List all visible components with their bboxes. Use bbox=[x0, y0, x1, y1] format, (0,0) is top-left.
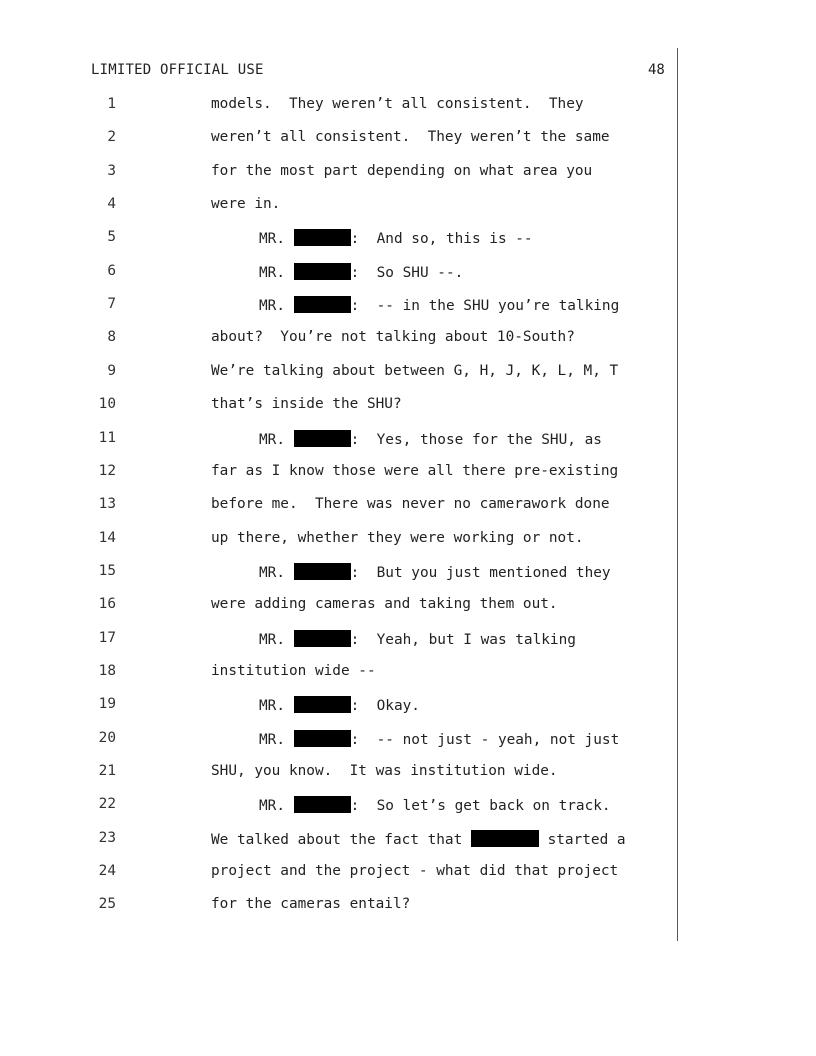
page-number: 48 bbox=[648, 62, 665, 78]
transcript-line bbox=[0, 430, 816, 454]
line-number: 18 bbox=[98, 662, 116, 679]
transcript-line bbox=[0, 863, 816, 887]
line-number: 13 bbox=[98, 496, 116, 513]
redaction-box bbox=[294, 730, 351, 747]
transcript-line bbox=[0, 796, 816, 820]
text-segment: MR. bbox=[259, 264, 294, 281]
text-segment: for the most part depending on what area you bbox=[211, 162, 593, 179]
text-segment: started a bbox=[538, 831, 626, 848]
redaction-box bbox=[294, 563, 351, 580]
text-segment: were adding cameras and taking them out. bbox=[211, 596, 558, 613]
text-segment: were in. bbox=[211, 196, 281, 213]
transcript-line bbox=[0, 163, 816, 187]
line-number: 15 bbox=[98, 562, 116, 579]
transcript-line bbox=[0, 396, 816, 420]
line-text bbox=[259, 796, 611, 814]
transcript-line bbox=[0, 630, 816, 654]
line-number: 23 bbox=[98, 829, 116, 846]
text-segment: SHU, you know. It was institution wide. bbox=[211, 763, 558, 779]
text-segment: MR. bbox=[259, 631, 294, 648]
line-text bbox=[259, 263, 463, 281]
line-number: 2 bbox=[107, 129, 116, 146]
line-text bbox=[211, 96, 584, 112]
text-segment: : So let’s get back on track. bbox=[350, 798, 611, 815]
transcript-line bbox=[0, 763, 816, 787]
transcript-line bbox=[0, 696, 816, 720]
line-text bbox=[211, 329, 575, 345]
text-segment: MR. bbox=[259, 698, 294, 715]
classification-header: LIMITED OFFICIAL USE bbox=[91, 62, 264, 78]
text-segment: institution wide -- bbox=[211, 662, 376, 679]
line-text bbox=[259, 696, 420, 714]
text-segment: : And so, this is -- bbox=[350, 231, 533, 248]
line-text bbox=[211, 396, 402, 412]
transcript-line bbox=[0, 329, 816, 353]
transcript-line bbox=[0, 563, 816, 587]
redaction-box bbox=[294, 229, 351, 246]
line-number: 8 bbox=[107, 329, 116, 346]
text-segment: : But you just mentioned they bbox=[350, 564, 611, 581]
line-number: 12 bbox=[98, 462, 116, 479]
transcript-line bbox=[0, 896, 816, 920]
text-segment: MR. bbox=[259, 298, 294, 315]
line-text bbox=[211, 496, 610, 512]
transcript-line bbox=[0, 296, 816, 320]
transcript-line bbox=[0, 363, 816, 387]
text-segment: weren’t all consistent. They weren’t the same bbox=[211, 129, 610, 146]
line-number: 21 bbox=[98, 763, 116, 779]
text-segment: : So SHU --. bbox=[350, 264, 464, 281]
line-number: 19 bbox=[98, 696, 116, 713]
line-number: 4 bbox=[107, 196, 116, 213]
text-segment: MR. bbox=[259, 731, 294, 748]
text-segment: We talked about the fact that bbox=[211, 831, 471, 848]
line-number: 6 bbox=[107, 262, 116, 279]
transcript-line bbox=[0, 129, 816, 153]
line-number: 24 bbox=[98, 863, 116, 880]
transcript-line bbox=[0, 830, 816, 854]
line-number: 17 bbox=[98, 629, 116, 646]
line-text bbox=[211, 363, 618, 379]
text-segment: project and the project - what did that project bbox=[211, 863, 619, 880]
transcript-line bbox=[0, 196, 816, 220]
text-segment: far as I know those were all there pre-existing bbox=[211, 462, 619, 479]
line-text bbox=[259, 229, 533, 247]
line-number: 7 bbox=[107, 296, 116, 313]
redaction-box bbox=[471, 830, 539, 847]
line-number: 14 bbox=[98, 529, 116, 546]
text-segment: : Okay. bbox=[350, 698, 420, 715]
line-text bbox=[211, 196, 280, 212]
line-number: 16 bbox=[98, 596, 116, 613]
text-segment: MR. bbox=[259, 431, 294, 448]
line-number: 20 bbox=[98, 729, 116, 746]
line-text bbox=[211, 763, 558, 779]
text-segment: MR. bbox=[259, 798, 294, 815]
line-text bbox=[211, 530, 584, 546]
redaction-box bbox=[294, 630, 351, 647]
line-number: 1 bbox=[107, 96, 116, 112]
line-number: 9 bbox=[107, 362, 116, 379]
transcript-line bbox=[0, 263, 816, 287]
line-number: 3 bbox=[107, 162, 116, 179]
line-text bbox=[211, 830, 626, 848]
transcript-line bbox=[0, 229, 816, 253]
text-segment: models. They weren’t all consistent. They bbox=[211, 96, 584, 112]
transcript-line bbox=[0, 463, 816, 487]
transcript-line bbox=[0, 530, 816, 554]
redaction-box bbox=[294, 263, 351, 280]
redaction-box bbox=[294, 796, 351, 813]
line-text bbox=[211, 863, 618, 879]
redaction-box bbox=[294, 430, 351, 447]
text-segment: MR. bbox=[259, 231, 294, 248]
line-text bbox=[259, 630, 576, 648]
text-segment: : -- not just - yeah, not just bbox=[350, 731, 620, 748]
transcript-line bbox=[0, 730, 816, 754]
line-number: 5 bbox=[107, 229, 116, 246]
transcript-line bbox=[0, 496, 816, 520]
line-text bbox=[259, 430, 602, 448]
line-number: 25 bbox=[98, 896, 116, 913]
text-segment: : -- in the SHU you’re talking bbox=[350, 298, 620, 315]
text-segment: We’re talking about between G, H, J, K, L, M, T bbox=[211, 362, 619, 379]
line-text bbox=[211, 163, 592, 179]
line-text bbox=[211, 463, 618, 479]
text-segment: up there, whether they were working or not. bbox=[211, 529, 584, 546]
transcript-line bbox=[0, 96, 816, 120]
line-text bbox=[259, 730, 619, 748]
line-number: 22 bbox=[98, 796, 116, 813]
redaction-box bbox=[294, 696, 351, 713]
line-text bbox=[259, 563, 611, 581]
line-text bbox=[211, 129, 610, 145]
line-text bbox=[211, 663, 376, 679]
line-number: 11 bbox=[98, 429, 116, 446]
line-text bbox=[211, 896, 410, 912]
line-text bbox=[211, 596, 558, 612]
text-segment: that’s inside the SHU? bbox=[211, 396, 402, 413]
text-segment: MR. bbox=[259, 564, 294, 581]
redaction-box bbox=[294, 296, 351, 313]
line-text bbox=[259, 296, 619, 314]
line-number: 10 bbox=[98, 396, 116, 413]
text-segment: before me. There was never no camerawork done bbox=[211, 496, 610, 513]
text-segment: about? You’re not talking about 10-South? bbox=[211, 329, 575, 346]
text-segment: : Yes, those for the SHU, as bbox=[350, 431, 602, 448]
text-segment: : Yeah, but I was talking bbox=[350, 631, 576, 648]
text-segment: for the cameras entail? bbox=[211, 896, 411, 913]
transcript-line bbox=[0, 596, 816, 620]
transcript-line bbox=[0, 663, 816, 687]
